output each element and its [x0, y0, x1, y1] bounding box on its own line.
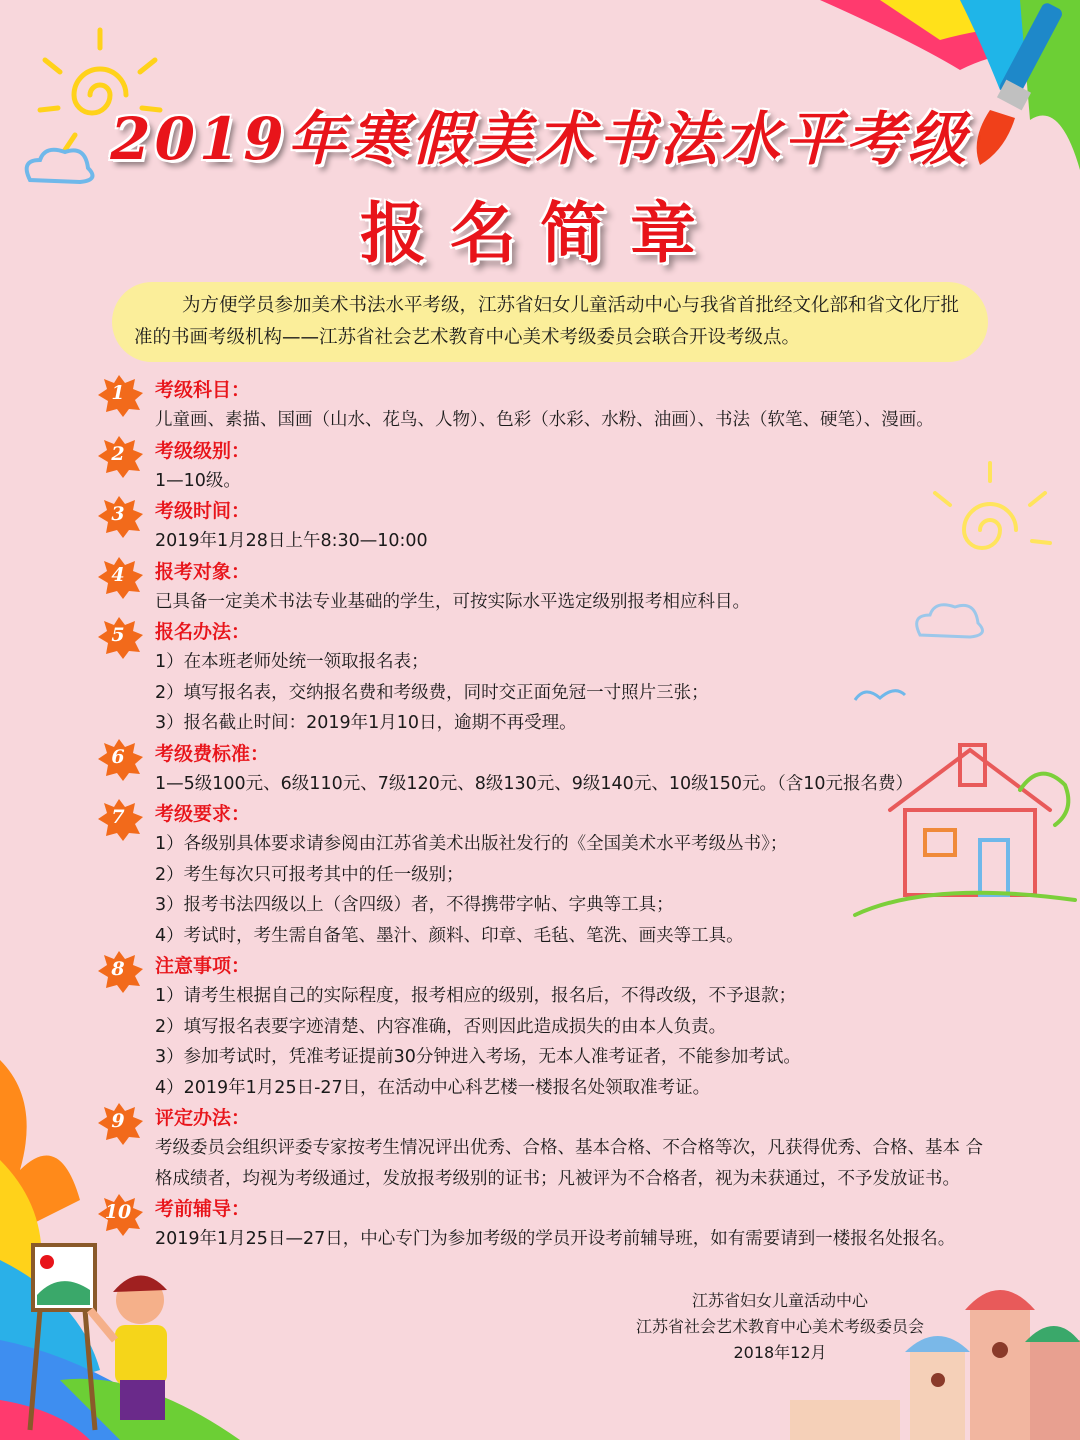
section-heading: 考前辅导：: [155, 1198, 251, 1220]
section-number-badge: [95, 373, 145, 413]
section-number: 9: [111, 1110, 125, 1132]
page-subtitle: 报名简章: [360, 195, 720, 272]
section-line: 考级委员会组织评委专家按考生情况评出优秀、合格、基本合格、不合格等次，凡获得优秀、合格、基本 合格成绩者，均视为考级通过，发放报考级别的证书；凡被评为不合格者，视为未获通过，不予发放证书。: [155, 1138, 984, 1189]
section-2: [95, 436, 995, 497]
section-number-badge: [95, 949, 145, 989]
section-heading: 考级要求：: [155, 803, 251, 825]
section-number-badge: [95, 615, 145, 655]
section-line: 儿童画、素描、国画（山水、花鸟、人物）、色彩（水彩、水粉、油画）、书法（软笔、硬笔）、漫画。: [155, 410, 934, 430]
section-4: [95, 557, 995, 618]
section-line: 1）在本班老师处统一领取报名表；: [155, 652, 429, 672]
section-10: [95, 1194, 995, 1255]
intro-box: [112, 282, 988, 362]
section-line: 3）报考书法四级以上（含四级）者，不得携带字帖、字典等工具；: [155, 895, 674, 915]
page-title: 2019年寒假美术书法水平考级: [110, 105, 970, 173]
section-line: 已具备一定美术书法专业基础的学生，可按实际水平选定级别报考相应科目。: [155, 591, 750, 612]
section-heading: 考级科目：: [155, 379, 251, 401]
section-line: 1—5级100元、6级110元、7级120元、8级130元、9级140元、10级150元。（含10元报名费）: [155, 773, 914, 794]
section-7: [95, 799, 995, 951]
section-heading: 注意事项：: [155, 955, 251, 977]
section-5: [95, 617, 995, 739]
section-heading: 评定办法：: [155, 1107, 251, 1129]
section-number: 2: [111, 442, 125, 465]
section-line: 1）各级别具体要求请参阅由江苏省美术出版社发行的《全国美术水平考级丛书》；: [155, 834, 788, 854]
section-number: 7: [111, 806, 125, 828]
footer-signature: [600, 1288, 960, 1366]
section-line: 2）填写报名表，交纳报名费和考级费，同时交正面免冠一寸照片三张；: [155, 682, 709, 703]
section-line: 1）请考生根据自己的实际程度，报考相应的级别，报名后，不得改级，不予退款；: [155, 986, 797, 1006]
sections-list: [95, 375, 995, 1255]
section-1: [95, 375, 995, 436]
section-number: 1: [111, 382, 125, 404]
footer-org2: 江苏省社会艺术教育中心美术考级委员会: [635, 1317, 924, 1336]
section-number-badge: [95, 737, 145, 777]
section-line: 4）考试时，考生需自备笔、墨汁、颜料、印章、毛毡、笔洗、画夹等工具。: [155, 925, 744, 946]
section-heading: 考级级别：: [155, 439, 251, 462]
section-line: 3）参加考试时，凭准考证提前30分钟进入考场，无本人准考证者，不能参加考试。: [155, 1047, 801, 1067]
section-heading: 报名办法：: [155, 621, 251, 643]
section-line: 2）考生每次只可报考其中的任一级别；: [155, 864, 464, 885]
section-8: [95, 951, 995, 1103]
section-number: 10: [104, 1201, 132, 1223]
section-number-badge: [95, 434, 145, 474]
section-line: 2）填写报名表要字迹清楚、内容准确，否则因此造成损失的由本人负责。: [155, 1016, 727, 1037]
section-number-badge: [95, 797, 145, 837]
painter-child-icon: [25, 1240, 185, 1440]
section-heading: 考级费标准：: [155, 742, 270, 765]
section-heading: 报考对象：: [155, 560, 251, 583]
section-number-badge: [95, 1192, 145, 1232]
footer-date: 2018年12月: [733, 1343, 827, 1362]
section-number-badge: [95, 555, 145, 595]
section-6: [95, 739, 995, 800]
intro-text: 为方便学员参加美术书法水平考级，江苏省妇女儿童活动中心与我省首批经文化部和省文化厅批准的书画考级机构——江苏省社会艺术教育中心美术考级委员会联合开设考级点。: [134, 295, 960, 348]
section-number: 8: [111, 958, 125, 980]
section-line: 2019年1月25日—27日，中心专门为参加考级的学员开设考前辅导班，如有需要请到一楼报名处报名。: [155, 1229, 956, 1249]
section-number-badge: [95, 494, 145, 534]
section-number: 3: [111, 503, 125, 525]
footer-org1: 江苏省妇女儿童活动中心: [691, 1291, 868, 1310]
section-9: [95, 1103, 995, 1194]
section-number-badge: [95, 1101, 145, 1141]
section-heading: 考级时间：: [155, 500, 251, 522]
section-line: 2019年1月28日上午8:30—10:00: [155, 531, 428, 551]
section-number: 6: [111, 745, 125, 768]
section-3: [95, 496, 995, 557]
section-number: 4: [111, 563, 125, 586]
section-line: 3）报名截止时间：2019年1月10日，逾期不再受理。: [155, 713, 577, 733]
section-number: 5: [111, 624, 125, 646]
section-line: 4）2019年1月25日-27日，在活动中心科艺楼一楼报名处领取准考证。: [155, 1077, 711, 1098]
section-line: 1—10级。: [155, 470, 241, 491]
